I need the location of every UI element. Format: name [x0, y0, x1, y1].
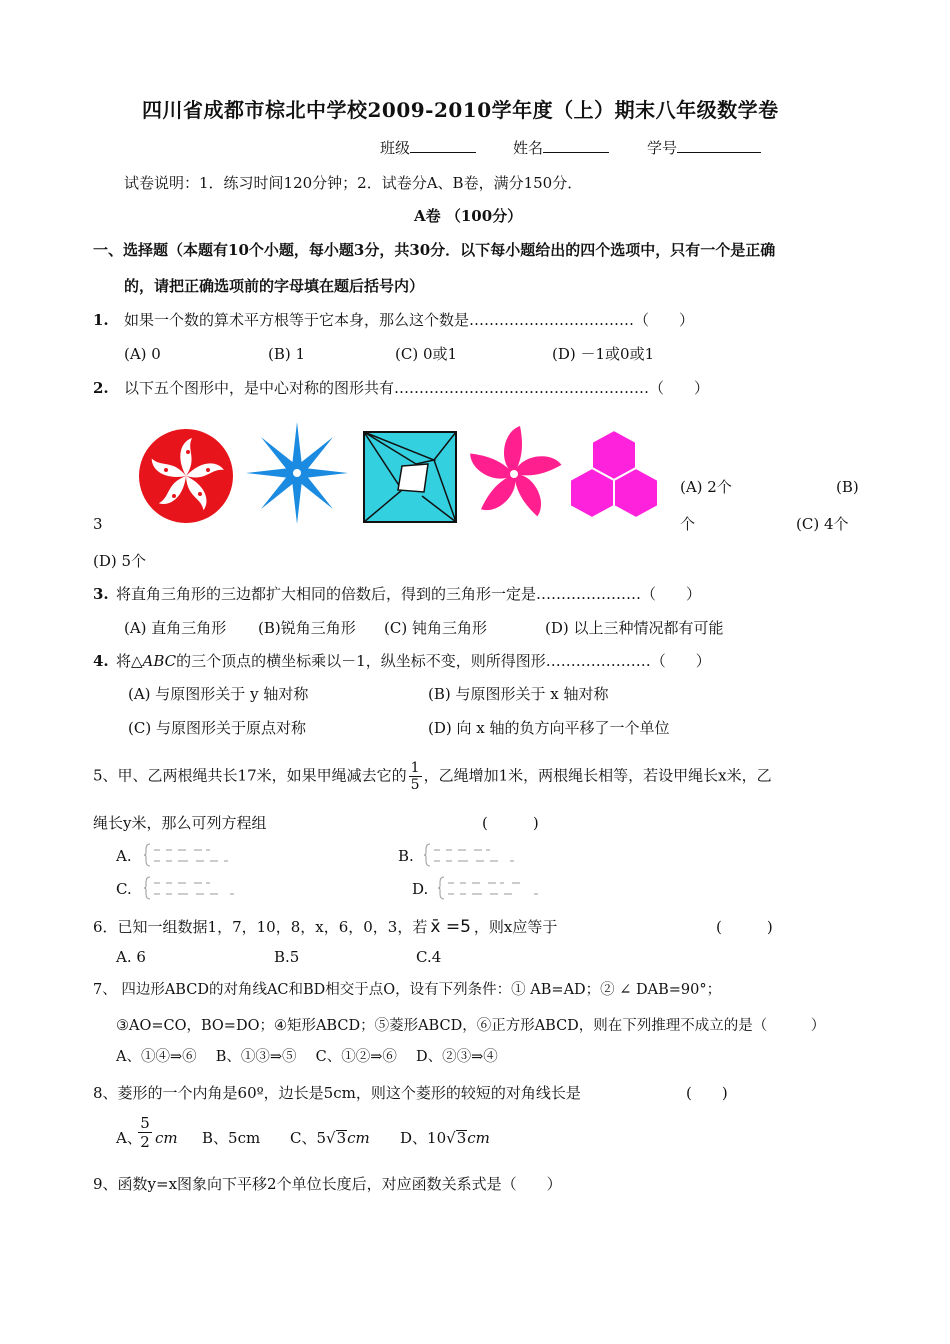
q2-option-b-prefix[interactable]: (B)	[836, 478, 859, 496]
q6-text-post: ，则x应等于	[473, 918, 558, 936]
q8-option-a-numerator: 5	[138, 1114, 152, 1133]
q4-option-a[interactable]: (A) 与原图形关于 y 轴对称	[128, 685, 309, 703]
q4-text-post: 的三个顶点的横坐标乘以－1，纵坐标不变，则所得图形…………………（ ）	[176, 652, 711, 670]
class-blank[interactable]	[410, 138, 476, 153]
q3-option-d[interactable]: (D) 以上三种情况都有可能	[545, 619, 724, 637]
q3-option-c[interactable]: (C) 钝角三角形	[384, 619, 487, 637]
q5-text-line1	[93, 760, 772, 793]
q6-answer-bracket[interactable]: ( )	[716, 918, 773, 936]
q8-option-d[interactable]	[400, 1128, 490, 1148]
part1-heading-line1: 一、选择题（本题有10个小题，每小题3分，共30分．以下每小题给出的四个选项中，只有一个是正确	[93, 241, 776, 259]
class-label: 班级	[380, 139, 411, 157]
q4-text-abc: ABC	[142, 652, 177, 670]
sqrt-icon: √	[446, 1129, 456, 1147]
q1-text: 如果一个数的算术平方根等于它本身，那么这个数是……………………………（ ）	[124, 311, 695, 329]
q2-option-c[interactable]: (C) 4个	[796, 515, 849, 533]
q6-option-b[interactable]: B.5	[274, 948, 300, 966]
q8-option-d-value: 10	[427, 1129, 447, 1147]
name-blank[interactable]	[543, 138, 609, 153]
q6-text-pre: 6．已知一组数据1，7，10，8，x，6，0，3，若	[93, 918, 428, 936]
q3-option-a[interactable]: (A) 直角三角形	[124, 619, 227, 637]
q8-option-d-unit: cm	[467, 1129, 490, 1147]
q5-option-b-label[interactable]: B.	[398, 847, 414, 865]
q8-option-a-fraction	[138, 1114, 152, 1151]
id-blank[interactable]	[677, 138, 761, 153]
q4-option-d[interactable]: (D) 向 x 轴的负方向平移了一个单位	[428, 719, 670, 737]
q5-option-b-equation-image	[424, 842, 544, 868]
q8-option-c[interactable]	[290, 1128, 370, 1148]
q3-option-b[interactable]: (B)锐角三角形	[258, 619, 356, 637]
eight-point-star-icon	[244, 420, 350, 526]
q5-option-d-equation-image	[438, 875, 568, 901]
q5-option-a-equation-image	[144, 842, 264, 868]
name-field[interactable]	[513, 138, 609, 158]
q7-text-line2: ③AO=CO，BO=DO；④矩形ABCD；⑤菱形ABCD，⑥正方形ABCD，则在下列推理不成立的是（ ）	[116, 1018, 826, 1034]
q8-option-b[interactable]: B、5cm	[202, 1129, 261, 1147]
q8-option-a-label: A、	[116, 1129, 142, 1147]
q8-option-c-unit: cm	[347, 1129, 370, 1147]
q8-option-a-denominator: 2	[140, 1133, 150, 1151]
q2-text: 以下五个图形中，是中心对称的图形共有……………………………………………（ ）	[124, 379, 710, 397]
five-petal-flower-icon	[462, 424, 566, 524]
q2-option-b-unit[interactable]: 个	[680, 515, 696, 533]
q7-text-line1: 7、 四边形ABCD的对角线AC和BD相交于点O，设有下列条件：① AB=AD；② ∠ DAB=90°；	[93, 982, 722, 998]
q5-option-c-label[interactable]: C.	[116, 880, 132, 898]
class-field[interactable]	[380, 138, 476, 158]
q5-option-d-label[interactable]: D.	[412, 880, 429, 898]
q5-fraction-numerator: 1	[410, 760, 420, 776]
q3-number: 3.	[93, 585, 109, 603]
q8-option-c-value: 5	[316, 1129, 327, 1147]
q6-option-a[interactable]: A. 6	[116, 948, 146, 966]
q8-option-d-label: D、	[400, 1129, 428, 1147]
q1-number: 1.	[93, 311, 109, 329]
name-label: 姓名	[513, 139, 544, 157]
q4-text	[116, 651, 711, 671]
q4-text-pre: 将△	[116, 652, 143, 670]
q5-answer-bracket[interactable]: ( )	[482, 814, 539, 832]
q1-option-c[interactable]: (C) 0或1	[395, 345, 458, 363]
q4-option-b[interactable]: (B) 与原图形关于 x 轴对称	[428, 685, 609, 703]
q6-text	[93, 917, 557, 937]
q5-fraction-denominator: 5	[410, 777, 420, 793]
instructions: 试卷说明：1．练习时间120分钟；2．试卷分A、B卷，满分150分．	[124, 174, 583, 192]
id-field[interactable]	[647, 138, 761, 158]
q8-option-c-label: C、	[290, 1129, 317, 1147]
q4-option-c[interactable]: (C) 与原图形关于原点对称	[128, 719, 306, 737]
q6-mean-expression: x̄ =5	[430, 917, 471, 937]
q2-option-d[interactable]: (D) 5个	[93, 552, 147, 570]
q5-text-pre: 5、甲、乙两根绳共长17米，如果甲绳减去它的	[93, 766, 407, 785]
id-label: 学号	[647, 139, 678, 157]
three-hexagons-icon	[566, 428, 662, 520]
q4-number: 4.	[93, 652, 109, 670]
q8-option-d-radicand: 3	[456, 1129, 467, 1147]
q1-option-a[interactable]: (A) 0	[124, 345, 161, 363]
part1-heading-line2: 的，请把正确选项前的字母填在题后括号内）	[124, 277, 425, 295]
section-a-heading: A卷 （100分）	[414, 207, 523, 225]
pinwheel-square-icon	[362, 430, 458, 524]
q9-text: 9、函数y=x图象向下平移2个单位长度后，对应函数关系式是（ ）	[93, 1175, 562, 1193]
sqrt-icon: √	[326, 1129, 336, 1147]
q5-text-line2: 绳长y米，那么可列方程组	[93, 814, 267, 832]
q5-fraction	[409, 760, 422, 793]
q1-option-b[interactable]: (B) 1	[268, 345, 306, 363]
q1-option-d[interactable]: (D) －1或0或1	[552, 345, 655, 363]
q2-option-a[interactable]: (A) 2个	[680, 478, 732, 496]
q5-option-a-label[interactable]: A.	[116, 847, 132, 865]
q8-option-a-unit: cm	[155, 1129, 178, 1147]
q2-number: 2.	[93, 379, 109, 397]
q8-option-c-radicand: 3	[336, 1129, 347, 1147]
q5-text-post: ，乙绳增加1米，两根绳长相等，若设甲绳长x米，乙	[423, 766, 772, 785]
q7-options[interactable]: A、①④⇒⑥ B、①③⇒⑤ C、①②⇒⑥ D、②③⇒④	[116, 1049, 498, 1065]
q5-option-c-equation-image	[144, 875, 264, 901]
q3-text: 将直角三角形的三边都扩大相同的倍数后，得到的三角形一定是…………………（ ）	[116, 585, 702, 603]
hong-kong-bauhinia-icon	[136, 428, 236, 524]
q8-answer-bracket[interactable]: ( )	[686, 1084, 728, 1102]
q6-option-c[interactable]: C.4	[416, 948, 442, 966]
q8-text: 8、菱形的一个内角是60º，边长是5cm，则这个菱形的较短的对角线长是	[93, 1084, 581, 1102]
page-title: 四川省成都市棕北中学校2009-2010学年度（上）期末八年级数学卷	[142, 98, 779, 122]
q2-option-b-number[interactable]: 3	[93, 515, 103, 533]
